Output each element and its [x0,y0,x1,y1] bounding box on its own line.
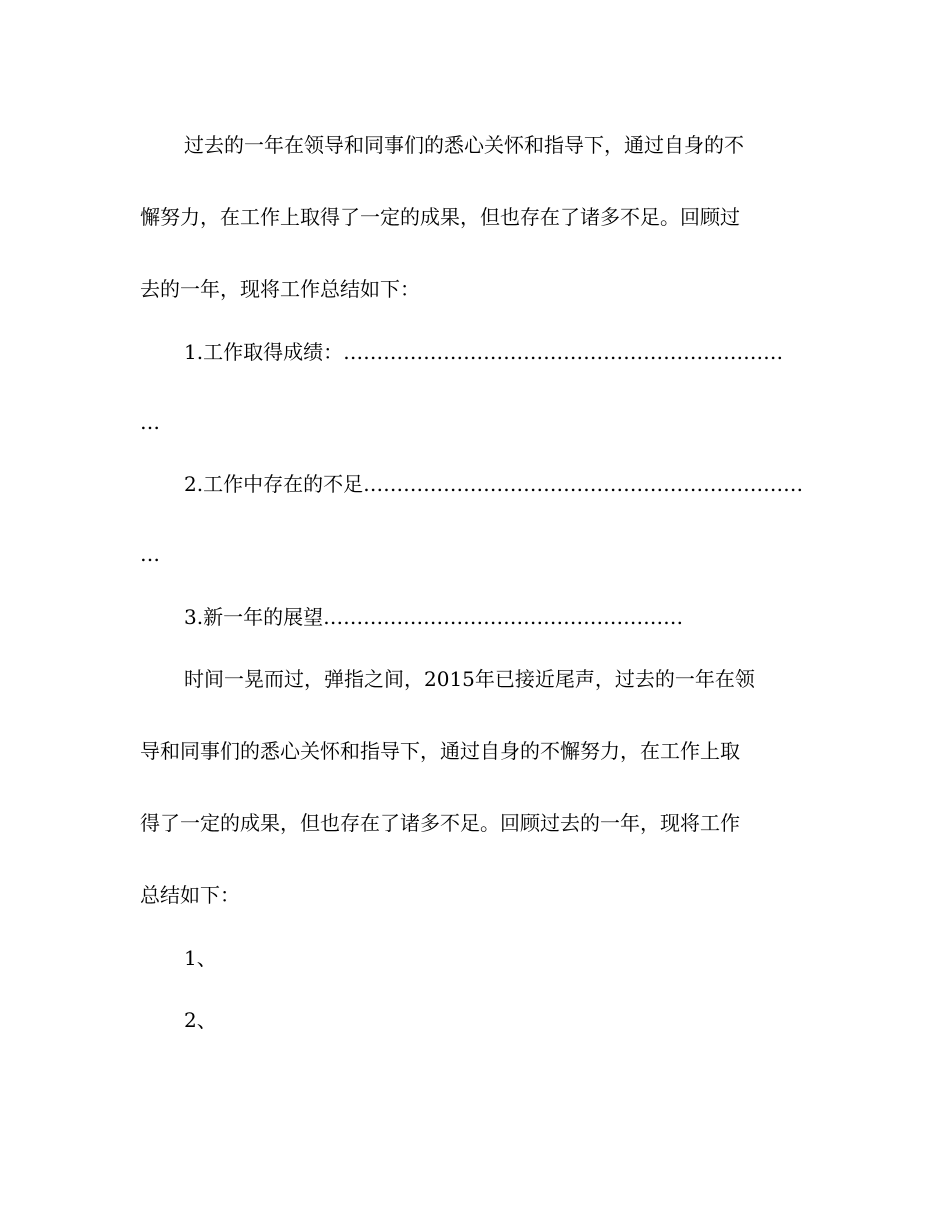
paragraph-2-line-1: 时间一晃而过，弹指之间，2015年已接近尾声，过去的一年在领 [184,667,755,691]
toc-item-1-continuation: … [140,410,160,434]
paragraph-1-line-1: 过去的一年在领导和同事们的悉心关怀和指导下，通过自身的不 [184,133,744,157]
paragraph-2-line-4: 总结如下： [140,883,240,907]
paragraph-2-line-2: 导和同事们的悉心关怀和指导下，通过自身的不懈努力，在工作上取 [140,739,740,763]
list-item-2: 2、 [184,1008,217,1032]
toc-item-2-continuation: … [140,542,160,566]
paragraph-1-line-2: 懈努力，在工作上取得了一定的成果，但也存在了诸多不足。回顾过 [140,205,740,229]
paragraph-1-line-3: 去的一年，现将工作总结如下： [140,277,420,301]
list-item-1: 1、 [184,946,217,970]
toc-item-2: 2.工作中存在的不足………………………………………………………… [184,472,804,496]
toc-item-3: 3.新一年的展望……………………………………………… [184,605,684,629]
toc-item-1: 1.工作取得成绩：………………………………………………………… [184,340,784,364]
paragraph-2-line-3: 得了一定的成果，但也存在了诸多不足。回顾过去的一年，现将工作 [140,811,740,835]
